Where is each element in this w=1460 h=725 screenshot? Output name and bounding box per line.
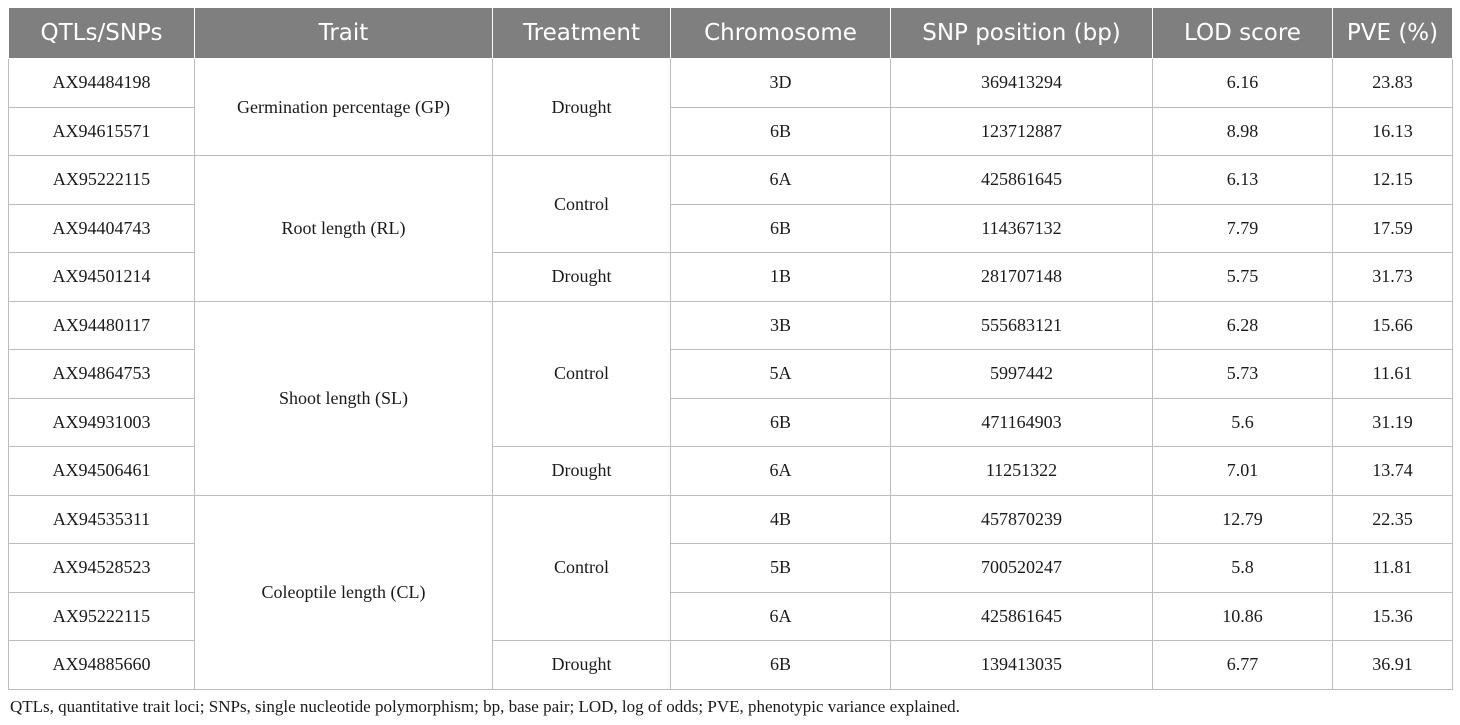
cell-pve: 31.73 [1333, 253, 1453, 302]
cell-trait: Shoot length (SL) [195, 301, 493, 495]
cell-treatment: Drought [493, 641, 671, 690]
cell-snp: AX94885660 [9, 641, 195, 690]
header-treatment: Treatment [493, 8, 671, 59]
cell-treatment: Drought [493, 59, 671, 156]
cell-position: 425861645 [891, 156, 1153, 205]
header-pve: PVE (%) [1333, 8, 1453, 59]
header-qtls-snps: QTLs/SNPs [9, 8, 195, 59]
cell-trait: Root length (RL) [195, 156, 493, 302]
cell-chromosome: 6A [671, 447, 891, 496]
cell-pve: 11.81 [1333, 544, 1453, 593]
cell-snp: AX94404743 [9, 204, 195, 253]
cell-lod: 6.16 [1153, 59, 1333, 108]
cell-lod: 5.73 [1153, 350, 1333, 399]
cell-snp: AX94528523 [9, 544, 195, 593]
cell-snp: AX94864753 [9, 350, 195, 399]
header-lod-score: LOD score [1153, 8, 1333, 59]
cell-chromosome: 5B [671, 544, 891, 593]
cell-chromosome: 6B [671, 398, 891, 447]
cell-position: 700520247 [891, 544, 1153, 593]
cell-chromosome: 6B [671, 204, 891, 253]
cell-chromosome: 6A [671, 592, 891, 641]
cell-pve: 31.19 [1333, 398, 1453, 447]
table-row [9, 495, 1453, 544]
cell-position: 123712887 [891, 107, 1153, 156]
cell-snp: AX94480117 [9, 301, 195, 350]
cell-snp: AX94535311 [9, 495, 195, 544]
table-row [9, 301, 1453, 350]
cell-chromosome: 3D [671, 59, 891, 108]
cell-lod: 7.79 [1153, 204, 1333, 253]
table-row [9, 59, 1453, 108]
cell-position: 425861645 [891, 592, 1153, 641]
cell-lod: 6.28 [1153, 301, 1333, 350]
cell-treatment: Control [493, 495, 671, 641]
qtl-table [8, 8, 1453, 690]
cell-position: 471164903 [891, 398, 1153, 447]
cell-chromosome: 5A [671, 350, 891, 399]
table-header [9, 8, 1453, 59]
cell-pve: 16.13 [1333, 107, 1453, 156]
header-snp-position: SNP position (bp) [891, 8, 1153, 59]
cell-treatment: Drought [493, 253, 671, 302]
cell-chromosome: 1B [671, 253, 891, 302]
cell-position: 114367132 [891, 204, 1153, 253]
table-footnote: QTLs, quantitative trait loci; SNPs, single nucleotide polymorphism; bp, base pair; LOD, log of odds; PVE, phenotypic variance explained. [10, 697, 960, 716]
cell-pve: 15.66 [1333, 301, 1453, 350]
cell-position: 555683121 [891, 301, 1153, 350]
cell-position: 281707148 [891, 253, 1153, 302]
cell-position: 11251322 [891, 447, 1153, 496]
cell-snp: AX95222115 [9, 592, 195, 641]
cell-snp: AX94931003 [9, 398, 195, 447]
cell-chromosome: 4B [671, 495, 891, 544]
header-chromosome: Chromosome [671, 8, 891, 59]
cell-chromosome: 6A [671, 156, 891, 205]
cell-pve: 12.15 [1333, 156, 1453, 205]
cell-snp: AX95222115 [9, 156, 195, 205]
cell-trait: Germination percentage (GP) [195, 59, 493, 156]
cell-chromosome: 6B [671, 107, 891, 156]
cell-trait: Coleoptile length (CL) [195, 495, 493, 689]
cell-lod: 6.77 [1153, 641, 1333, 690]
cell-position: 369413294 [891, 59, 1153, 108]
cell-lod: 8.98 [1153, 107, 1333, 156]
qtl-table-container [8, 8, 1452, 690]
cell-pve: 17.59 [1333, 204, 1453, 253]
header-trait: Trait [195, 8, 493, 59]
cell-treatment: Drought [493, 447, 671, 496]
table-row [9, 156, 1453, 205]
cell-position: 139413035 [891, 641, 1153, 690]
cell-chromosome: 6B [671, 641, 891, 690]
cell-lod: 6.13 [1153, 156, 1333, 205]
table-body [9, 59, 1453, 690]
header-row [9, 8, 1453, 59]
cell-lod: 7.01 [1153, 447, 1333, 496]
cell-lod: 5.75 [1153, 253, 1333, 302]
cell-position: 5997442 [891, 350, 1153, 399]
cell-treatment: Control [493, 301, 671, 447]
cell-position: 457870239 [891, 495, 1153, 544]
cell-snp: AX94506461 [9, 447, 195, 496]
cell-lod: 10.86 [1153, 592, 1333, 641]
cell-snp: AX94501214 [9, 253, 195, 302]
cell-pve: 22.35 [1333, 495, 1453, 544]
cell-lod: 12.79 [1153, 495, 1333, 544]
cell-treatment: Control [493, 156, 671, 253]
cell-snp: AX94615571 [9, 107, 195, 156]
cell-pve: 15.36 [1333, 592, 1453, 641]
cell-pve: 23.83 [1333, 59, 1453, 108]
cell-lod: 5.8 [1153, 544, 1333, 593]
cell-pve: 36.91 [1333, 641, 1453, 690]
cell-snp: AX94484198 [9, 59, 195, 108]
cell-lod: 5.6 [1153, 398, 1333, 447]
cell-chromosome: 3B [671, 301, 891, 350]
cell-pve: 11.61 [1333, 350, 1453, 399]
cell-pve: 13.74 [1333, 447, 1453, 496]
